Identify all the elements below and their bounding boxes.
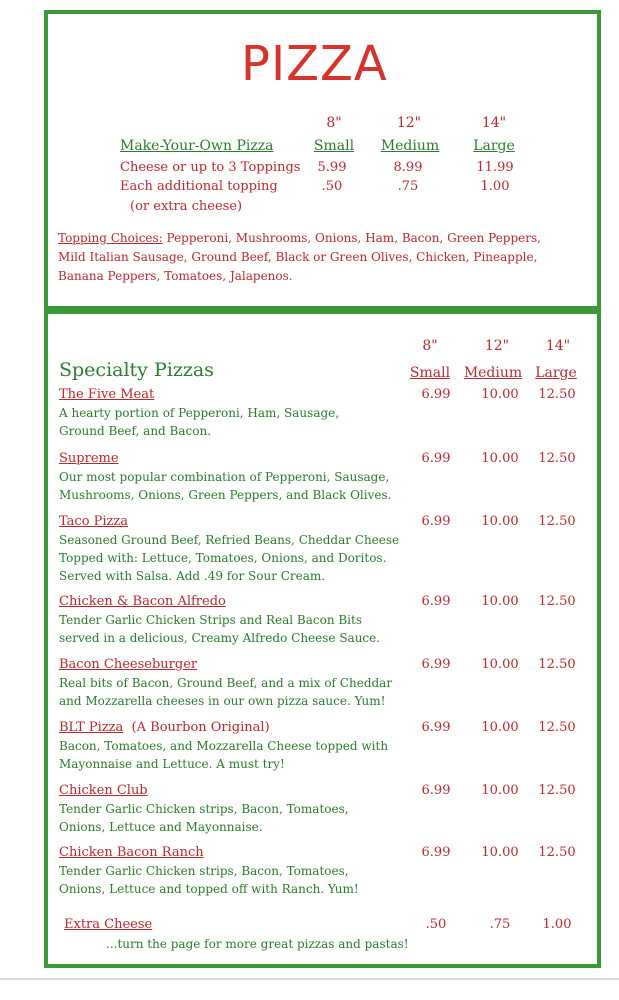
price-small: 6.99 — [421, 451, 451, 466]
price-large: 12.50 — [538, 845, 576, 860]
specialty-heading: Specialty Pizzas — [59, 359, 214, 381]
footer-note: ...turn the page for more great pizzas and pastas! — [106, 937, 409, 951]
extra-cheese-label: Extra Cheese — [64, 917, 153, 932]
extra-cheese-note: (or extra cheese) — [130, 199, 243, 214]
price-small: 6.99 — [421, 783, 451, 798]
row-label: Cheese or up to 3 Toppings — [120, 160, 301, 175]
specialty-item-name-line — [59, 514, 128, 529]
specialty-item-description: Tender Garlic Chicken Strips and Real Bacon Bits — [59, 613, 362, 627]
price-large: 12.50 — [538, 657, 576, 672]
specialty-item-name: Bacon Cheeseburger — [59, 657, 198, 672]
specialty-size-name-large: Large — [535, 365, 577, 381]
price-medium: .75 — [397, 179, 419, 194]
make-your-own-heading: Make-Your-Own Pizza — [120, 138, 274, 154]
size-inch-large: 14" — [481, 115, 507, 131]
price-medium: 8.99 — [393, 160, 423, 175]
topping-choices-text: Mild Italian Sausage, Ground Beef, Black or Green Olives, Chicken, Pineapple, — [58, 250, 538, 264]
price-small: 6.99 — [421, 845, 451, 860]
row-label: Each additional topping — [120, 179, 278, 194]
price-medium: 10.00 — [481, 451, 519, 466]
specialty-item-description: Tender Garlic Chicken strips, Bacon, Tomatoes, — [59, 864, 349, 878]
size-name-medium: Medium — [380, 138, 440, 154]
price-large: 12.50 — [538, 783, 576, 798]
specialty-item-name-line — [59, 387, 154, 402]
specialty-item-description: Seasoned Ground Beef, Refried Beans, Cheddar Cheese — [59, 533, 400, 547]
size-name-small: Small — [313, 138, 355, 154]
specialty-item-name-suffix: (A Bourbon Original) — [123, 720, 270, 735]
price-small: 6.99 — [421, 387, 451, 402]
price-medium: 10.00 — [481, 845, 519, 860]
specialty-item-description: A hearty portion of Pepperoni, Ham, Sausage, — [59, 406, 340, 420]
specialty-item-name-line — [59, 594, 226, 609]
price-large: 12.50 — [538, 514, 576, 529]
topping-choices-label: Topping Choices: — [58, 231, 163, 245]
price-large: 12.50 — [538, 594, 576, 609]
price-small: 6.99 — [421, 514, 451, 529]
specialty-item-name: Chicken Bacon Ranch — [59, 845, 204, 860]
price-medium: 10.00 — [481, 783, 519, 798]
price-large: 1.00 — [542, 917, 572, 932]
topping-choices-text: Pepperoni, Mushrooms, Onions, Ham, Bacon, Green Peppers, — [162, 231, 541, 245]
price-large: 12.50 — [538, 720, 576, 735]
specialty-item-description: served in a delicious, Creamy Alfredo Cheese Sauce. — [59, 631, 381, 645]
specialty-item-name-line — [59, 783, 148, 798]
specialty-item-description: Real bits of Bacon, Ground Beef, and a mix of Cheddar — [59, 676, 393, 690]
topping-choices-text: Banana Peppers, Tomatoes, Jalapenos. — [58, 269, 293, 283]
specialty-item-name: Supreme — [59, 451, 119, 466]
price-large: 1.00 — [480, 179, 510, 194]
specialty-item-name-line — [59, 720, 270, 735]
size-inch-small: 8" — [326, 115, 342, 131]
specialty-item-description: Served with Salsa. Add .49 for Sour Cream. — [59, 569, 326, 583]
price-small: .50 — [321, 179, 343, 194]
specialty-item-description: Onions, Lettuce and Mayonnaise. — [59, 820, 263, 834]
specialty-item-name-line — [59, 657, 197, 672]
price-medium: 10.00 — [481, 387, 519, 402]
specialty-item-name: Chicken Club — [59, 783, 148, 798]
specialty-size-inch-medium: 12" — [484, 338, 510, 354]
price-large: 12.50 — [538, 387, 576, 402]
specialty-item-name: Taco Pizza — [59, 514, 129, 529]
price-medium: 10.00 — [481, 720, 519, 735]
specialty-size-name-medium: Medium — [463, 365, 523, 381]
specialty-size-inch-small: 8" — [422, 338, 438, 354]
specialty-item-name: The Five Meat — [59, 387, 155, 402]
size-inch-medium: 12" — [396, 115, 422, 131]
specialty-item-description: Mushrooms, Onions, Green Peppers, and Black Olives. — [59, 488, 392, 502]
size-name-large: Large — [473, 138, 515, 154]
specialty-item-name: BLT Pizza — [59, 720, 124, 735]
specialty-item-description: Ground Beef, and Bacon. — [59, 424, 212, 438]
price-medium: 10.00 — [481, 657, 519, 672]
price-small: .50 — [425, 917, 447, 932]
specialty-item-description: Our most popular combination of Pepperoni, Sausage, — [59, 470, 390, 484]
page-title: PIZZA — [241, 36, 388, 92]
specialty-size-name-small: Small — [409, 365, 451, 381]
price-large: 12.50 — [538, 451, 576, 466]
price-medium: .75 — [489, 917, 511, 932]
price-large: 11.99 — [476, 160, 514, 175]
specialty-item-description: and Mozzarella cheeses in our own pizza sauce. Yum! — [59, 694, 386, 708]
price-small: 6.99 — [421, 657, 451, 672]
specialty-item-description: Onions, Lettuce and topped off with Ranch. Yum! — [59, 882, 359, 896]
specialty-item-description: Bacon, Tomatoes, and Mozzarella Cheese topped with — [59, 739, 389, 753]
specialty-item-description: Mayonnaise and Lettuce. A must try! — [59, 757, 285, 771]
specialty-item-name-line — [59, 845, 204, 860]
page-edge-divider — [0, 978, 619, 980]
specialty-item-name-line — [59, 451, 119, 466]
specialty-item-name: Chicken & Bacon Alfredo — [59, 594, 226, 609]
specialty-size-inch-large: 14" — [545, 338, 571, 354]
specialty-item-description: Tender Garlic Chicken strips, Bacon, Tomatoes, — [59, 802, 349, 816]
price-small: 6.99 — [421, 594, 451, 609]
specialty-item-description: Topped with: Lettuce, Tomatoes, Onions, and Doritos. — [59, 551, 387, 565]
price-small: 5.99 — [317, 160, 347, 175]
topping-choices-line — [58, 231, 541, 245]
price-medium: 10.00 — [481, 594, 519, 609]
price-small: 6.99 — [421, 720, 451, 735]
price-medium: 10.00 — [481, 514, 519, 529]
